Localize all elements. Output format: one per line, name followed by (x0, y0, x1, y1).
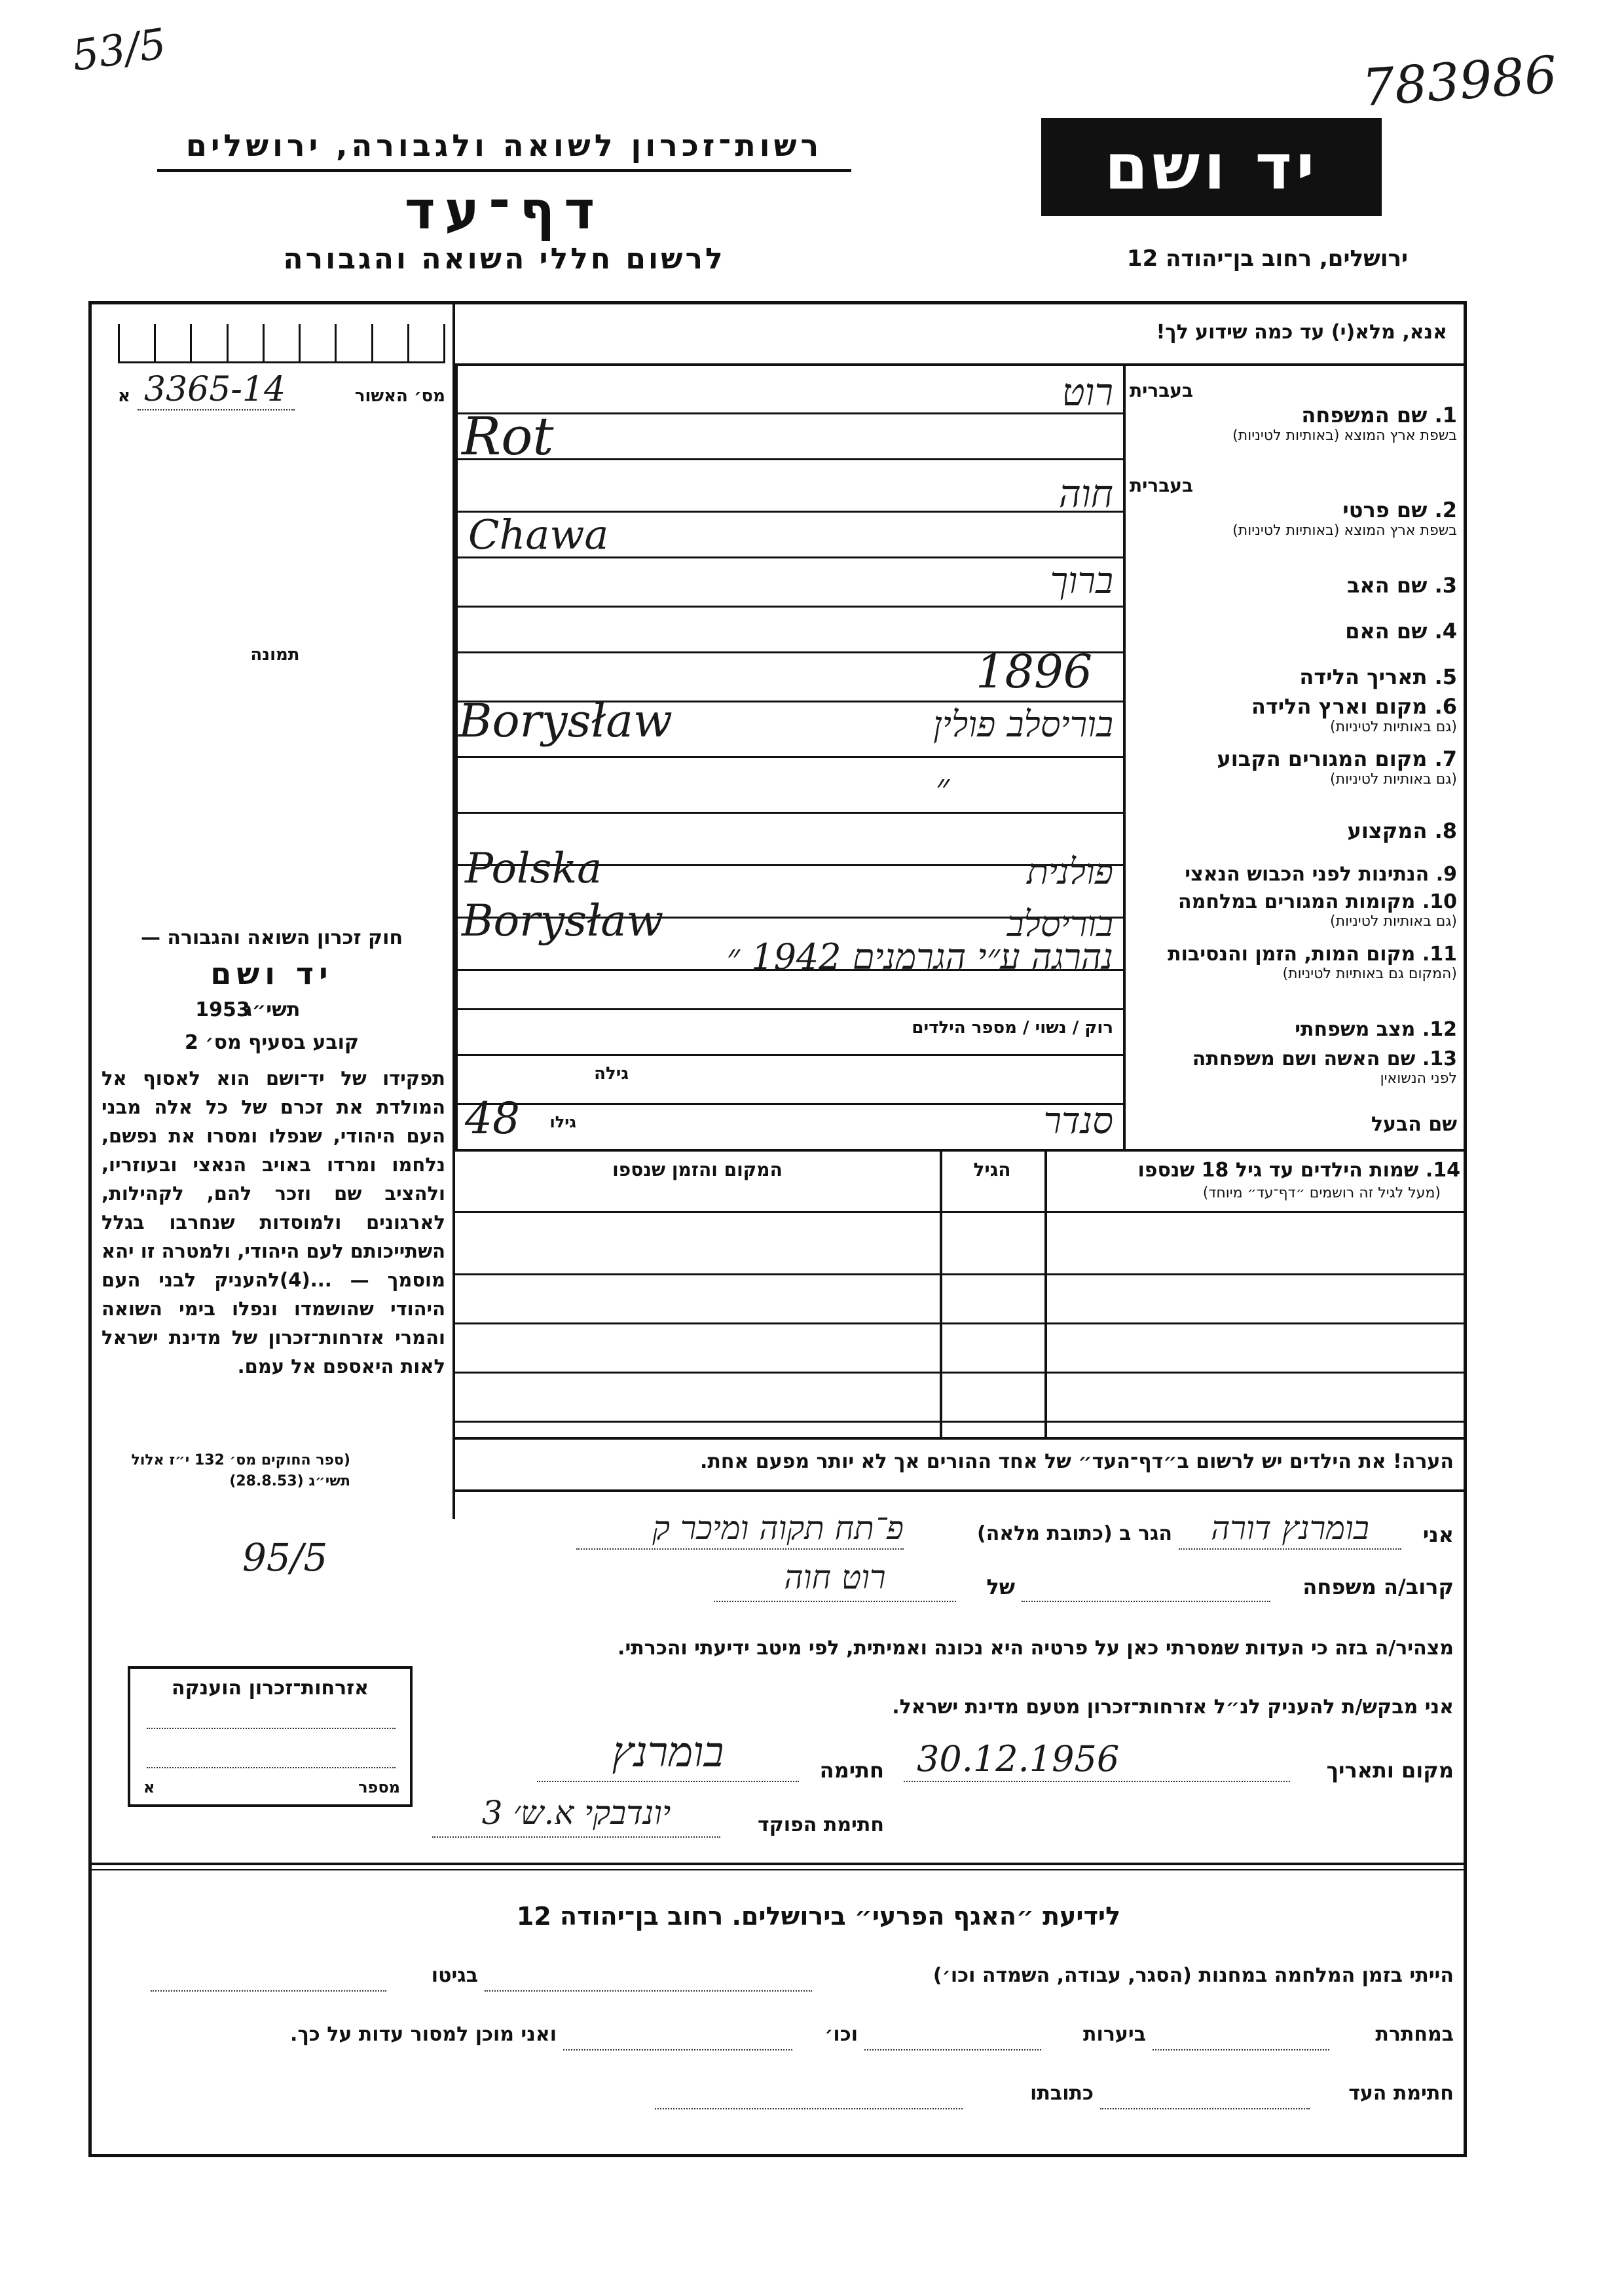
footer-title: לידיעת ״האגף הפרעי״ בירושלים. רחוב בן־יהודה 12 (516, 1902, 1121, 1931)
citizenship-number-prefix: א (143, 1778, 155, 1796)
declaration-statement: מצהיר/ה בזה כי העדות שמסרתי כאן על פרטיה היא נכונה ואמיתית, לפי מיטב ידיעתי והכרתי. (618, 1637, 1454, 1660)
footer-line3-a: חתימת העד (1348, 2082, 1454, 2105)
field-husband-label: שם הבעל (1371, 1113, 1457, 1136)
footer-line2-a: במחתרת (1375, 2023, 1454, 2046)
form-title: דף־עד (404, 180, 604, 241)
field-6-label: 6. מקום וארץ הלידה (גם באותיות לטיניות) (1251, 694, 1457, 735)
field-1-label: בעברית 1. שם המשפחה בשפת ארץ המוצא (באותיות לטיניות) (1130, 380, 1457, 444)
declarant-signature: בומרנץ (612, 1728, 724, 1777)
relation-person: רוט חוה (784, 1558, 886, 1596)
field-3-label: 3. שם האב (1346, 573, 1457, 598)
margin-note: 95/5 (242, 1535, 328, 1580)
certificate-number: 3365-14 (144, 370, 286, 409)
children-place-header: המקום והזמן שנספו (612, 1159, 783, 1180)
record-tick-boxes (118, 324, 445, 363)
father-name: ברוך (1050, 560, 1113, 602)
field-10-label: 10. מקומות המגורים במלחמה (גם באותיות לטיניות) (1178, 890, 1457, 930)
field-5-label: 5. תאריך הלידה (1299, 665, 1457, 689)
instructions: אנא, מלא(י) עד כמה שידוע לך! (1156, 321, 1447, 344)
form-subtitle: לרשום חללי השואה והגבורה (283, 242, 726, 276)
law-year: 1953 (195, 998, 250, 1021)
surname-latin: Rot (462, 406, 554, 467)
children-names-header: 14. שמות הילדים עד גיל 18 שנספו (1137, 1159, 1460, 1182)
children-age-header: הגיל (973, 1159, 1011, 1180)
field-9-label: 9. הנתינות לפני הכבוש הנאצי (1185, 863, 1457, 886)
wartime-residence-latin: Borysław (462, 896, 664, 946)
birthplace-hebrew: בוריסלב פולין (933, 704, 1113, 745)
residence: ״ (935, 766, 950, 809)
field-7-label: 7. מקום המגורים הקבוע (גם באותיות לטיניות) (1217, 746, 1457, 788)
wartime-residence-hebrew: בוריסלב (1006, 903, 1113, 945)
top-right-number: 783986 (1360, 45, 1559, 118)
birth-year: 1896 (976, 645, 1093, 699)
declaration-ani: אני (1422, 1522, 1454, 1547)
declaration-request: אני מבקש/ת להעניק לנ״ל אזרחות־זכרון מטעם מדינת ישראל. (892, 1696, 1454, 1719)
law-source: (ספר החוקים מס׳ 132 י״ז אלול תשי״ג (28.8.53) (131, 1452, 350, 1489)
relation-label: קרוב/ה משפחה (1302, 1575, 1454, 1599)
field-12-label: 12. מצב משפחתי (1295, 1018, 1457, 1041)
field-13-label: 13. שם האשה ושם משפחתה לפני הנשואין (1192, 1048, 1457, 1087)
yad-vashem-logo: יד ושם (1041, 118, 1382, 216)
photo-label: תמונה (250, 645, 300, 665)
declaration-resides-label: הגר ב (כתובת מלאה) (976, 1522, 1172, 1545)
law-name: יד ושם (210, 956, 333, 991)
declarant-address: פ־תח תקוה ומיכר ק (652, 1509, 904, 1547)
field-2-label: בעברית 2. שם פרטי בשפת ארץ המוצא (באותיות לטיניות) (1130, 475, 1457, 539)
footer-line1-b: בגיטו (431, 1964, 478, 1987)
law-clause: קובע בסעיף מס׳ 2 (184, 1031, 360, 1054)
law-title: חוק זכרון השואה והגבורה — (140, 926, 403, 949)
footer-line1-a: הייתי בזמן המלחמה במחנות (הסגר, עבודה, השמדה וכו׳) (932, 1964, 1454, 1987)
field-4-label: 4. שם האם (1345, 619, 1457, 644)
certificate-prefix: א (118, 386, 130, 406)
nationality-latin: Polska (465, 845, 602, 893)
certificate-label: מס׳ האשור (354, 386, 445, 406)
firstname-latin: Chawa (468, 511, 609, 558)
firstname-hebrew: חוה (1058, 471, 1113, 516)
footer-line3-b: כתובתו (1030, 2082, 1094, 2105)
signature-label: חתימה (819, 1758, 884, 1783)
citizenship-title: אזרחות־זכרון הוענקה (171, 1677, 369, 1700)
footer-line2-b: ביערות (1083, 2023, 1146, 2046)
declarant-name: בומרנץ דורה (1211, 1509, 1369, 1547)
husband-name: סנדר (1043, 1100, 1113, 1142)
footer-line2-c: וכו׳ (824, 2023, 858, 2046)
husband-age-label: גילו (549, 1113, 576, 1131)
footer-line2-d: ואני מוכן למסור עדות על כך. (290, 2023, 557, 2046)
wife-name: גילה (594, 1064, 629, 1084)
officer-signature: יונדבקי א.ש׳ 3 (481, 1794, 671, 1832)
declaration-date: 30.12.1956 (917, 1738, 1120, 1779)
nationality-hebrew: פולנית (1026, 851, 1113, 892)
top-left-note: 53/5 (69, 20, 170, 81)
citizenship-number-label: מספר (358, 1778, 400, 1796)
header-address: ירושלים, רחוב בן־יהודה 12 (1126, 246, 1408, 272)
marital-status: רוק / נשוי / מספר הילדים (912, 1018, 1113, 1038)
field-11-label: 11. מקום המות, הזמן והנסיבות (המקום גם באותיות לטיניות) (1168, 943, 1457, 982)
children-note: הערה! את הילדים יש לרשום ב״דף־העד״ של אחד ההורים אך לא יותר מפעם אחת. (700, 1450, 1454, 1473)
org-line: רשות־זכרון לשואה ולגבורה, ירושלים (185, 128, 823, 163)
surname-hebrew: רוט (1061, 370, 1113, 414)
children-names-note: (מעל לגיל זה רושמים ״דף־עד״ מיוחד) (1202, 1185, 1441, 1201)
citizenship-box (128, 1666, 413, 1807)
law-text: תפקידו של יד־ושם הוא לאסוף אל המולדת את זכרם של כל אלה מבני העם היהודי, שנפלו ומסרו את נפשם, נלחמו ומרדו באויב הנאצי ובעוזריו, ולהציב שם וזכר להם, לקהילות, לארגונים ולמוסדות שנחרבו בגלל השתייכותם לעם היהודי, ולמטרה זו יהא מוסמך — ...(4)להעניק לבני העם היהודי שהושמדו ונפלו בימי השואה והמרי אזרחות־זכרון של מדינת ישראל לאות היאספם אל עמם. (101, 1067, 445, 1377)
relation-of-label: של (986, 1575, 1015, 1599)
death-details: נהרגה ע״י הגרמנים 1942 ״ (726, 936, 1113, 977)
field-8-label: 8. המקצוע (1347, 818, 1457, 843)
birthplace-latin: Borysław (458, 694, 673, 748)
law-year-heb: תשי״ג (243, 998, 301, 1021)
place-date-label: מקום ותאריך (1326, 1758, 1454, 1783)
husband-age: 48 (465, 1093, 520, 1144)
officer-signature-label: חתימת הפוקד (758, 1813, 884, 1836)
